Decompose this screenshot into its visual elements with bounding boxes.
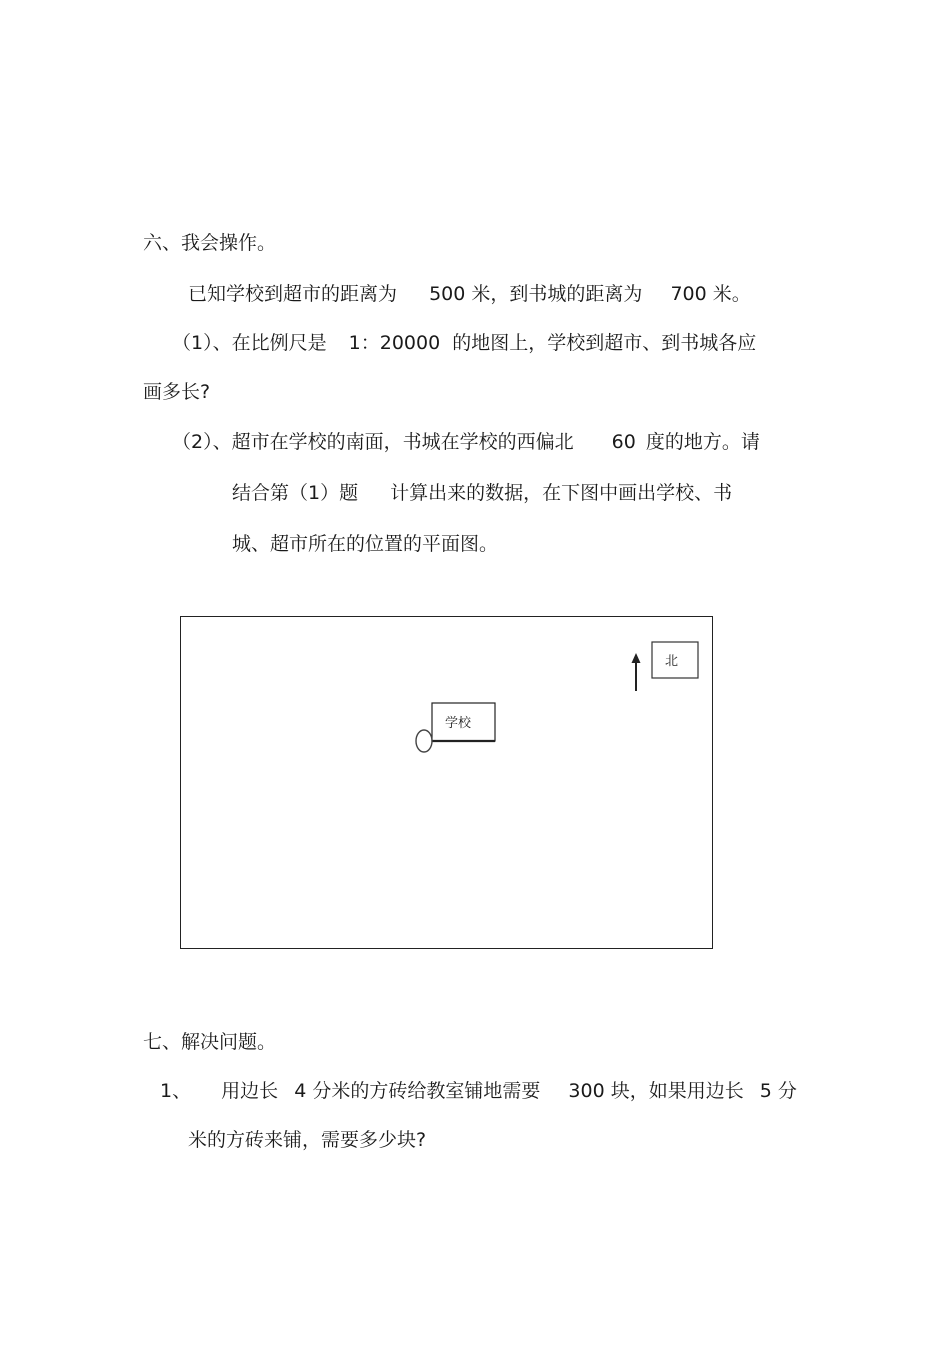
given-text-1: 已知学校到超市的距离为 — [188, 283, 398, 305]
q1-rest: 的地图上，学校到超市、到书城各应 — [452, 332, 757, 354]
problem-1-text-c: 块，如果用边长 — [610, 1080, 744, 1102]
given-value-bookstore: 700 — [670, 283, 707, 305]
question-2-line-2 — [232, 481, 732, 505]
school-label: 学校 — [445, 716, 472, 731]
problem-1-line-1 — [160, 1079, 797, 1103]
question-1-line — [172, 331, 756, 355]
q1-prefix: （1）、在比例尺是 — [172, 332, 327, 354]
question-2-line-3: 城、超市所在的位置的平面图。 — [232, 533, 499, 555]
section-heading-6: 六、我会操作。 — [143, 232, 277, 254]
problem-1-text-b: 分米的方砖给教室铺地需要 — [312, 1080, 541, 1102]
map-frame — [180, 616, 713, 949]
given-value-supermarket: 500 — [429, 283, 466, 305]
question-2-line-1 — [172, 430, 760, 454]
q2-text-2: 度的地方。请 — [645, 431, 760, 453]
problem-1-value-side: 4 — [294, 1080, 307, 1102]
section-heading-7: 七、解决问题。 — [143, 1031, 277, 1053]
given-distances-line — [188, 282, 751, 306]
question-1-continuation: 画多长? — [143, 381, 211, 403]
q2-degree: 60 — [611, 431, 636, 453]
problem-1-line-2: 米的方砖来铺，需要多少块? — [188, 1129, 427, 1151]
problem-1-number: 1、 — [160, 1080, 192, 1102]
q1-scale: 1：20000 — [348, 332, 441, 354]
school-marker-icon — [416, 730, 432, 752]
north-arrow-icon — [632, 653, 641, 691]
given-text-2: 米，到书城的距离为 — [471, 283, 643, 305]
north-label: 北 — [665, 654, 679, 669]
problem-1-text-a: 用边长 — [221, 1080, 279, 1102]
q2-text-1: （2）、超市在学校的南面，书城在学校的西偏北 — [172, 431, 574, 453]
problem-1-value-side-2: 5 — [759, 1080, 772, 1102]
map-canvas — [181, 617, 714, 950]
problem-1-value-count: 300 — [568, 1080, 605, 1102]
problem-1-text-d: 分 — [777, 1080, 797, 1102]
q2-line2-a: 结合第（1）题 — [232, 482, 359, 504]
given-text-3: 米。 — [712, 283, 751, 305]
q2-line2-b: 计算出来的数据，在下图中画出学校、书 — [390, 482, 733, 504]
